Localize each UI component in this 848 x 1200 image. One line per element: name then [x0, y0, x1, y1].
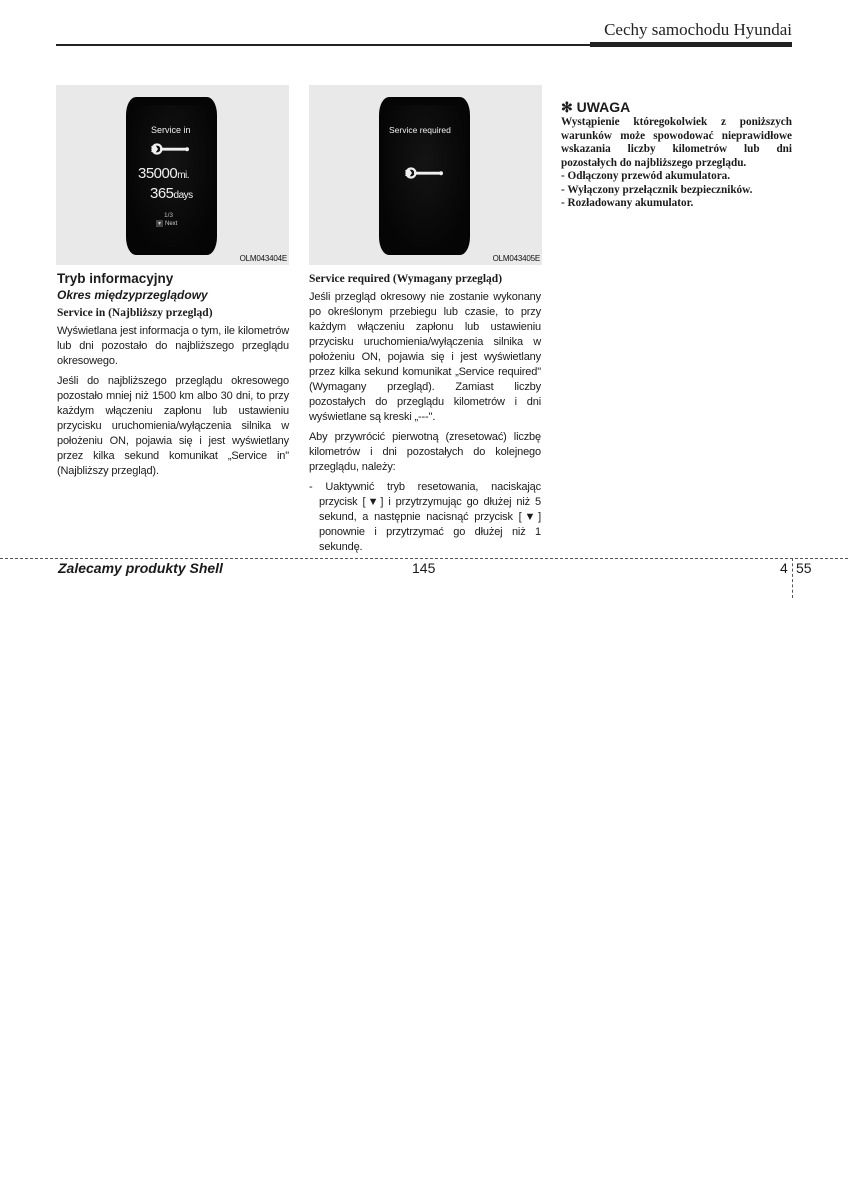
- warning-icon: ✻: [561, 99, 573, 115]
- down-arrow-icon: ▾: [158, 221, 162, 227]
- pager-text: 1/3: [164, 212, 174, 219]
- running-header-title: Cechy samochodu Hyundai: [604, 20, 792, 39]
- paragraph: Aby przywrócić pierwotną (zresetować) liczbę kilometrów i dni pozostałych do kolejnego przeglądu, należy:: [309, 431, 541, 473]
- warning-text: Wystąpienie któregokolwiek z poniższych warunków może spowodować nieprawidłowe wskazania liczby kilometrów lub dni pozostałych do najbliższego przeglądu.: [561, 116, 792, 169]
- list-item: - Wyłączony przełącznik bezpieczników.: [561, 183, 753, 196]
- warning-title: UWAGA: [576, 99, 631, 115]
- chapter-number: 4: [780, 560, 788, 576]
- warning-list: [561, 170, 792, 211]
- distance-value: 35000: [138, 165, 178, 182]
- paragraph: Wyświetlana jest informacja o tym, ile kilometrów lub dni pozostało do najbliższego przeglądu okresowego.: [57, 325, 289, 367]
- list-item: - Rozładowany akumulator.: [561, 197, 694, 209]
- paragraph: Jeśli do najbliższego przeglądu okresowego pozostało mniej niż 1500 km albo 30 dni, to przy każdym włączeniu zapłonu lub ustawieniu przycisku uruchomienia/wyłączenia silnika w położeniu ON, pojawia się i jest wyświetlany przez kilka sekund komunikat „Service in" (Najbliższy przegląd).: [57, 375, 289, 477]
- list-item: - Odłączony przewód akumulatora.: [561, 170, 731, 182]
- figure-service-required: [309, 85, 542, 265]
- page-number: 145: [412, 560, 436, 576]
- item-title: Service in (Najbliższy przegląd): [57, 307, 213, 319]
- section-subheading: Okres międzyprzeglądowy: [57, 288, 208, 302]
- footer-vertical-divider: [792, 558, 793, 598]
- cluster-display: [379, 97, 470, 255]
- figure-caption: OLM043404E: [239, 254, 287, 263]
- warning-box: [561, 99, 792, 211]
- section-heading: Tryb informacyjny: [57, 271, 174, 286]
- footer-ad-text: Zalecamy produkty Shell: [58, 560, 223, 576]
- next-label: Next: [165, 221, 178, 227]
- column-left: [57, 270, 289, 484]
- figure-service-in: [56, 85, 289, 265]
- days-value: 365: [150, 185, 174, 202]
- paragraph: Jeśli przegląd okresowy nie zostanie wykonany po określonym przebiegu lub czasie, to przy każdym włączeniu zapłonu lub ustawieniu przycisku uruchomienia/wyłączenia silnika w położeniu ON, pojawia się i jest wyświetlany przez kilka sekund komunikat „Service required" (Wymagany przegląd). Zamiast liczby pozostałych do przeglądu kilometrów i dni wyświetlane są kreski „---".: [309, 291, 541, 423]
- cluster-display: [126, 97, 217, 255]
- wrench-icon: [148, 143, 192, 159]
- footer-divider: [0, 558, 848, 559]
- screen-label: Service required: [389, 125, 451, 135]
- figure-caption: OLM043405E: [492, 254, 540, 263]
- item-title: Service required (Wymagany przegląd): [309, 273, 503, 285]
- instruction-step: - Uaktywnić tryb resetowania, naciskając przycisk [▼] i przytrzymując go dłużej niż 5 sekund, a następnie nacisnąć przycisk [▼] ponownie i przytrzymać go dłużej niż 1 sekundę.: [309, 481, 541, 553]
- days-unit: days: [173, 190, 193, 201]
- distance-unit: mi.: [177, 170, 190, 181]
- wrench-icon: [402, 167, 446, 183]
- column-middle: [309, 272, 541, 555]
- header-tab-bar: [590, 42, 792, 47]
- screen-label: Service in: [151, 125, 191, 135]
- chapter-page-number: 55: [796, 560, 812, 576]
